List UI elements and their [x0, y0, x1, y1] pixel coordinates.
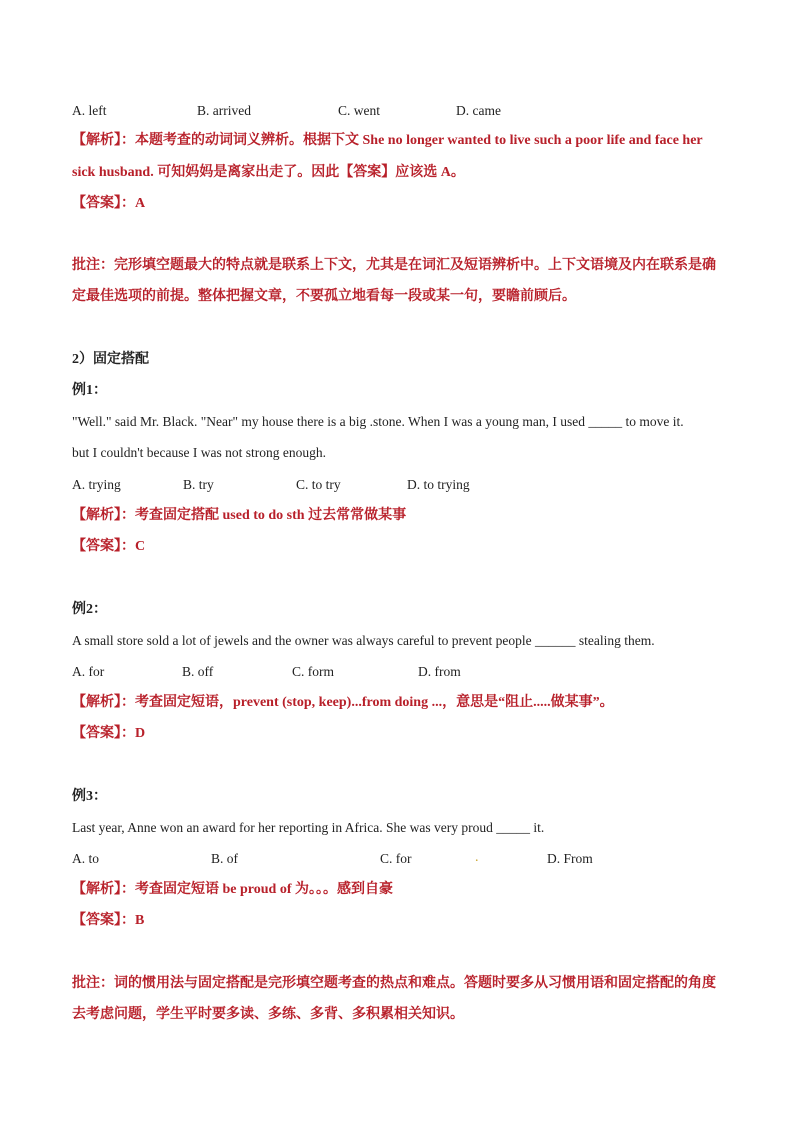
- q1-option-c: C. went: [338, 103, 380, 118]
- q1-option-d: D. came: [456, 103, 501, 118]
- q1-answer: 【答案】：A: [72, 196, 146, 211]
- ex2-analysis: 【解析】：考查固定短语，prevent (stop, keep)...from doing ...，意思是“阻止.....做某事”。: [72, 695, 614, 710]
- ex3-option-b: B. of: [211, 851, 238, 866]
- q1-analysis-line1: 【解析】：本题考查的动词词义辨析。根据下文 She no longer wanted to live such a poor life and face her: [72, 133, 703, 148]
- ex1-label: 例1：: [72, 383, 107, 398]
- ex1-option-d: D. to trying: [407, 477, 470, 492]
- ex3-option-d: D. From: [547, 851, 593, 866]
- ex3-option-a: A. to: [72, 851, 99, 866]
- note2-line1: 批注：词的惯用法与固定搭配是完形填空题考查的热点和难点。答题时要多从习惯用语和固定搭配的角度: [72, 976, 716, 991]
- ex1-option-b: B. try: [183, 477, 214, 492]
- ex2-option-d: D. from: [418, 664, 461, 679]
- note1-line2: 定最佳选项的前提。整体把握文章，不要孤立地看每一段或某一句，要瞻前顾后。: [72, 289, 576, 304]
- note2-line2: 去考虑问题，学生平时要多读、多练、多背、多积累相关知识。: [72, 1007, 464, 1022]
- ex2-option-a: A. for: [72, 664, 105, 679]
- ex3-answer: 【答案】：B: [72, 913, 145, 928]
- ex1-text-line1: "Well." said Mr. Black. "Near" my house there is a big .stone. When I was a young man, I used _____ to move it.: [72, 414, 684, 429]
- ex1-option-a: A. trying: [72, 477, 121, 492]
- ex2-option-b: B. off: [182, 664, 214, 679]
- ex3-option-c: C. for: [380, 851, 412, 866]
- note1-line1: 批注：完形填空题最大的特点就是联系上下文，尤其是在词汇及短语辨析中。上下文语境及内在联系是确: [72, 258, 716, 273]
- ex1-answer: 【答案】：C: [72, 539, 146, 554]
- ex2-answer: 【答案】：D: [72, 726, 146, 741]
- ex2-text-line1: A small store sold a lot of jewels and the owner was always careful to prevent people ______ stealing them.: [72, 633, 655, 648]
- ex1-option-c: C. to try: [296, 477, 341, 492]
- ex3-analysis: 【解析】：考查固定短语 be proud of 为。。。感到自豪: [72, 882, 393, 897]
- ex3-text-line1: Last year, Anne won an award for her reporting in Africa. She was very proud _____ it.: [72, 820, 545, 835]
- q1-analysis-line2: sick husband. 可知妈妈是离家出走了。因此【答案】应该选 A。: [72, 165, 465, 180]
- ex1-analysis: 【解析】：考查固定搭配 used to do sth 过去常常做某事: [72, 508, 407, 523]
- ex3-stray-dot: .: [475, 850, 479, 865]
- ex3-label: 例3：: [72, 789, 107, 804]
- ex1-text-line2: but I couldn't because I was not strong enough.: [72, 445, 327, 460]
- q1-option-a: A. left: [72, 103, 107, 118]
- ex2-option-c: C. form: [292, 664, 334, 679]
- section2-title: 2）固定搭配: [72, 352, 149, 367]
- ex2-label: 例2：: [72, 602, 107, 617]
- q1-option-b: B. arrived: [197, 103, 251, 118]
